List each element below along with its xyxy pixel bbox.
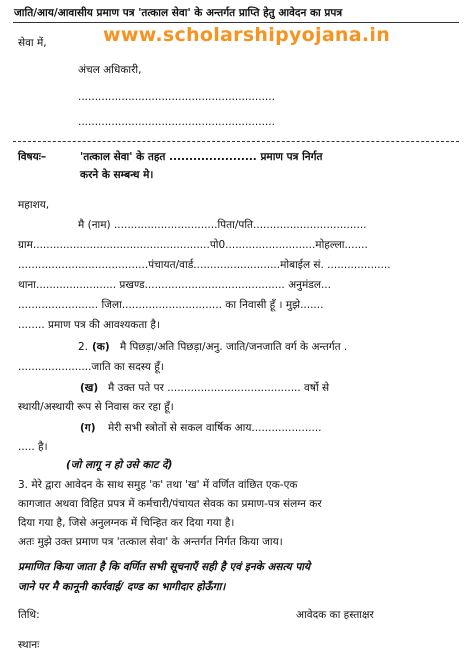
- address-dots-1: ...........................................................: [78, 91, 275, 103]
- para2-kha-text: मै उक्त पते पर ........................................ वर्षो से: [108, 382, 330, 394]
- strike-note: (जो लागू न हो उसे काट दें): [66, 459, 173, 471]
- seva-me: सेवा में,: [18, 37, 47, 49]
- para1-line: ........ प्रमाण पत्र की आवश्यकता है।: [18, 319, 160, 331]
- form-header: जाति/आय/आवासीय प्रमाण पत्र 'तत्काल सेवा' के अन्तर्गत प्राप्ति हेतु आवेदन का प्रपत्र: [14, 7, 343, 19]
- watermark-link[interactable]: www.scholarshipyojana.in: [103, 24, 391, 46]
- para3-line: दिया गया है, जिसे अनुलग्नक में चिन्हित कर दिया गया है।: [18, 517, 235, 529]
- declaration-line: प्रमाणित किया जाता है कि वर्णित सभी सूचनाएँ सही है एवं इनके असत्य पाये: [18, 561, 311, 573]
- para2-ka-cont: ......................जाति का सदस्य हूँ।: [18, 361, 164, 373]
- date-label: तिथि:: [18, 609, 40, 621]
- para1-line: मै (नाम) ...............................पिता/पति..................................: [78, 219, 367, 231]
- para2-ka-label: (क): [92, 341, 110, 353]
- declaration-line: जाने पर मै कानूनी कार्रवाई/ दण्ड का भागीदार होऊँगा।: [18, 581, 226, 593]
- para3-line: कागजात अथवा विहित प्रपत्र में कर्मचारी/पंचायत सेवक का प्रमाण-पत्र संलग्न कर: [18, 498, 322, 510]
- para2-ga-text: मेरी सभी स्त्रोतों से सकल वार्षिक आय.....................: [108, 422, 322, 434]
- para3-line: 3. मेरे द्वारा आवेदन के साथ समुह 'क' तथा 'ख' में वर्णित वांछित एक-एक: [18, 479, 298, 491]
- addressee: अंचल अधिकारी,: [78, 64, 142, 76]
- address-rule: [13, 141, 459, 142]
- signature-label: आवेदक का हस्ताक्षर: [296, 609, 374, 621]
- para2-ka-text: मै पिछड़ा/अति पिछड़ा/अनु. जाति/जनजाति वर्ग के अन्तर्गत .: [120, 341, 348, 353]
- subject-line-1: 'तत्काल सेवा' के तहत ...................... प्रमाण पत्र निर्गत: [80, 151, 323, 163]
- para1-line: ........................ जिला.............................. का निवासी हूँ । मुझे.......: [18, 299, 324, 311]
- para1-line: थाना........................ प्रखण्ड.......................................... अनुमंडल...: [18, 279, 331, 291]
- para1-line: .......................................पंचायत/वार्ड..........................मोबाईल सं. ...................: [18, 259, 391, 271]
- para2-number: 2.: [78, 341, 89, 353]
- para3-line: अतः मुझे उक्त प्रमाण पत्र 'तत्काल सेवा' के अन्तर्गत निर्गत किया जाय।: [18, 536, 283, 548]
- para2-ga-cont: ..... है।: [18, 441, 48, 453]
- header-rule: [13, 22, 459, 23]
- address-dots-2: ...........................................................: [78, 116, 275, 128]
- subject-line-2: करने के सम्बन्ध मे।: [80, 169, 154, 181]
- place-label: स्थानः: [18, 639, 40, 651]
- para1-line: ग्राम.....................................................पो0...........................मोहल्ला.......: [18, 239, 368, 251]
- salutation: महाशय,: [18, 199, 50, 211]
- para2-ga-label: (ग): [80, 422, 96, 434]
- para2-kha-label: (ख): [80, 382, 99, 394]
- para2-kha-cont: स्थायी/अस्थायी रूप से निवास कर रहा हूँ।: [18, 401, 174, 413]
- subject-label: विषयः–: [18, 151, 47, 163]
